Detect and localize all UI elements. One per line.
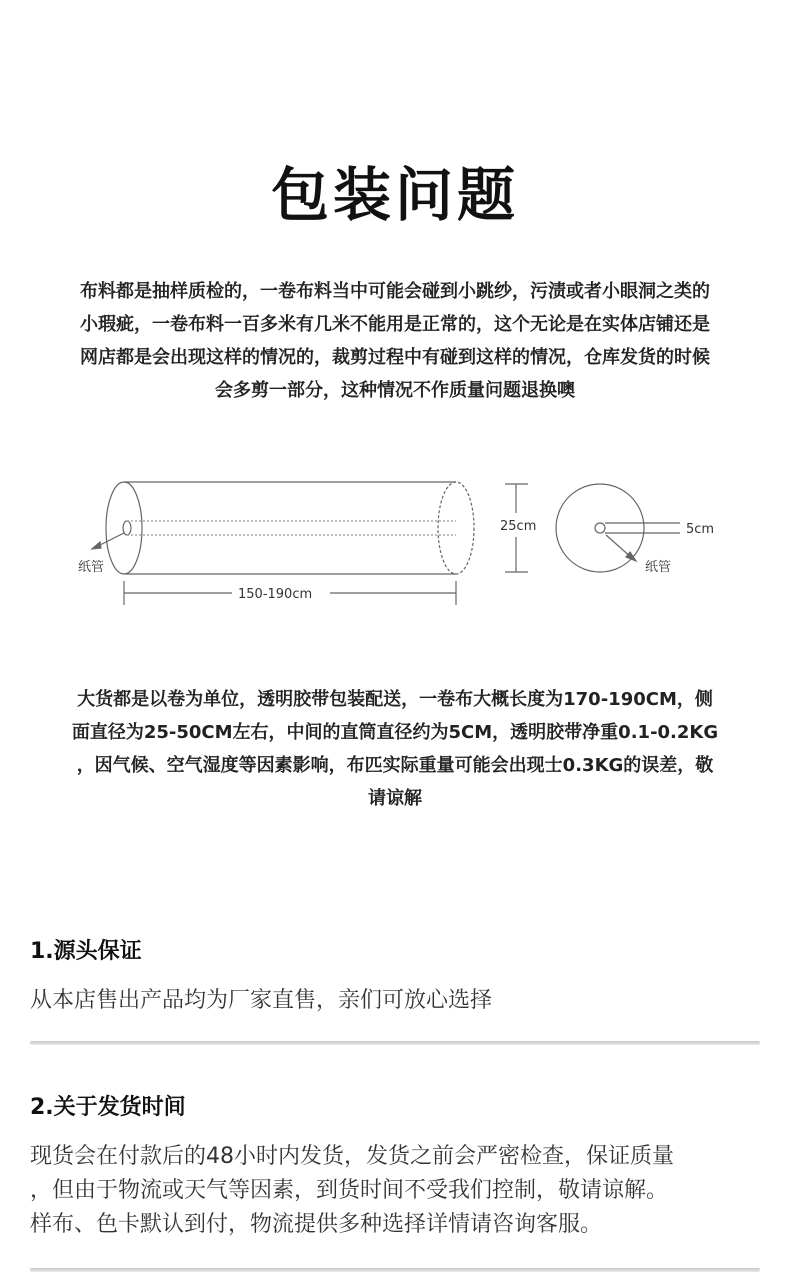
section-line: 现货会在付款后的48小时内发货，发货之前会严密检查，保证质量	[30, 1144, 674, 1169]
spec-notice-line: 请谅解	[368, 788, 422, 809]
core-label: 5cm	[686, 522, 715, 537]
roll-end-view	[556, 484, 680, 572]
quality-notice-line: 布料都是抽样质检的，一卷布料当中可能会碰到小跳纱，污渍或者小眼洞之类的	[80, 281, 710, 302]
roll-side-view	[92, 482, 474, 574]
quality-notice-line: 小瑕疵，一卷布料一百多米有几米不能用是正常的，这个无论是在实体店铺还是	[80, 314, 710, 335]
section-body-source	[30, 984, 770, 1018]
height-label: 25cm	[500, 519, 537, 534]
tube-label: 纸管	[78, 560, 105, 575]
spec-notice-line: ，因气候、空气湿度等因素影响，布匹实际重量可能会出现士0.3KG的误差，敬	[76, 755, 714, 776]
quality-notice-line: 会多剪一部分，这种情况不作质量问题退换噢	[215, 380, 575, 401]
section-divider	[30, 1268, 760, 1272]
spec-notice-line: 面直径为25-50CM左右，中间的直筒直径约为5CM，透明胶带净重0.1-0.2KG	[71, 722, 719, 743]
section-heading-source: 1.源头保证	[30, 939, 142, 964]
quality-notice	[24, 275, 766, 407]
section-line: ，但由于物流或天气等因素，到货时间不受我们控制，敬请谅解。	[30, 1178, 669, 1203]
section-heading-shipping: 2.关于发货时间	[30, 1095, 186, 1120]
section-line: 从本店售出产品均为厂家直售，亲们可放心选择	[30, 988, 493, 1013]
tube-label-2: 纸管	[645, 560, 672, 575]
quality-notice-line: 网店都是会出现这样的情况的，裁剪过程中有碰到这样的情况，仓库发货的时候	[80, 347, 710, 368]
section-body-shipping	[30, 1140, 770, 1242]
section-line: 样布、色卡默认到付，物流提供多种选择详情请咨询客服。	[30, 1212, 603, 1237]
section-divider	[30, 1041, 760, 1045]
page-title: 包装问题	[270, 161, 519, 229]
spec-notice	[24, 683, 766, 815]
spec-notice-line: 大货都是以卷为单位，透明胶带包装配送，一卷布大概长度为170-190CM，侧	[77, 689, 713, 710]
length-label: 150-190cm	[238, 587, 313, 602]
fabric-roll-diagram	[0, 455, 790, 625]
